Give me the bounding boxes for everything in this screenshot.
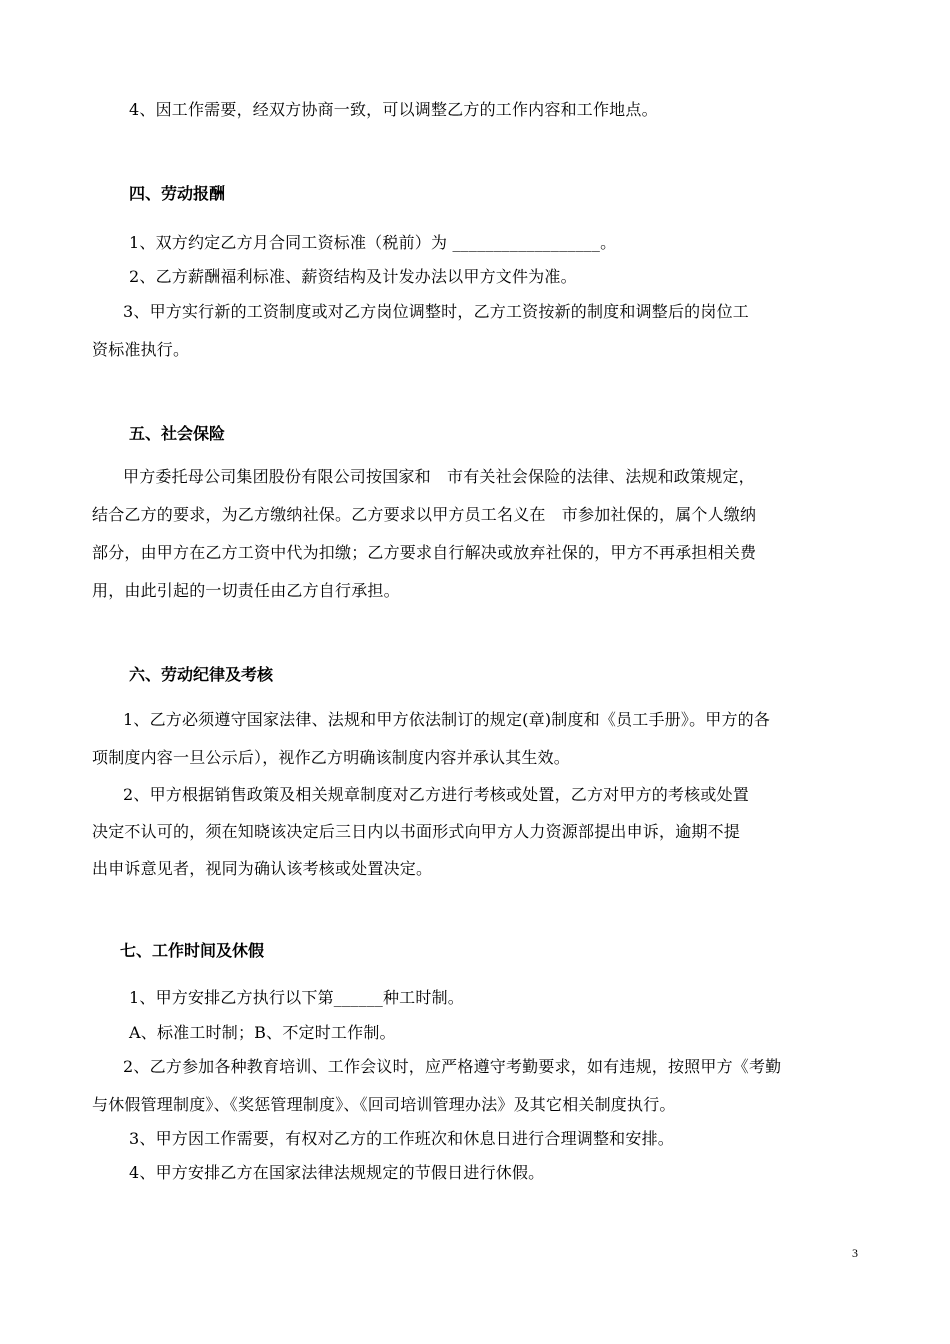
clause-5-para-line-4: 用，由此引起的一切责任由乙方自行承担。: [92, 581, 400, 600]
clause-6-item-2-line-3: 出申诉意见者，视同为确认该考核或处置决定。: [92, 859, 433, 878]
section-6-heading: 六、劳动纪律及考核: [129, 665, 274, 684]
clause-7-item-3: 3、甲方因工作需要，有权对乙方的工作班次和休息日进行合理调整和安排。: [129, 1129, 674, 1148]
clause-5-para-line-2: 结合乙方的要求，为乙方缴纳社保。乙方要求以甲方员工名义在 市参加社保的，属个人缴纳: [92, 505, 757, 524]
clause-4-item-3-line-1: 3、甲方实行新的工资制度或对乙方岗位调整时，乙方工资按新的制度和调整后的岗位工: [123, 302, 749, 321]
section-4-heading: 四、劳动报酬: [129, 184, 226, 203]
clause-7-item-1-options: A、标准工时制；B、不定时工作制。: [129, 1023, 396, 1042]
clause-6-item-2-line-1: 2、甲方根据销售政策及相关规章制度对乙方进行考核或处置，乙方对甲方的考核或处置: [123, 785, 749, 804]
clause-7-item-2-line-2: 与休假管理制度》、《奖惩管理制度》、《回司培训管理办法》及其它相关制度执行。: [92, 1095, 676, 1114]
clause-4-item-1: 1、双方约定乙方月合同工资标准（税前）为 __________________。: [129, 233, 617, 252]
section-5-heading: 五、社会保险: [129, 424, 226, 443]
clause-7-item-4: 4、甲方安排乙方在国家法律法规规定的节假日进行休假。: [129, 1163, 545, 1182]
clause-5-para-line-3: 部分，由甲方在乙方工资中代为扣缴；乙方要求自行解决或放弃社保的，甲方不再承担相关费: [92, 543, 757, 562]
clause-6-item-2-line-2: 决定不认可的，须在知晓该决定后三日内以书面形式向甲方人力资源部提出申诉，逾期不提: [92, 822, 741, 841]
clause-4-item-3-line-2: 资标准执行。: [92, 340, 190, 359]
clause-7-item-1: 1、甲方安排乙方执行以下第______种工时制。: [129, 988, 464, 1007]
clause-3-item-4: 4、因工作需要，经双方协商一致，可以调整乙方的工作内容和工作地点。: [129, 100, 658, 119]
clause-7-item-2-line-1: 2、乙方参加各种教育培训、工作会议时，应严格遵守考勤要求，如有违规，按照甲方《考勤: [123, 1057, 782, 1076]
clause-5-para-line-1: 甲方委托母公司集团股份有限公司按国家和 市有关社会保险的法律、法规和政策规定，: [123, 467, 755, 486]
clause-4-item-2: 2、乙方薪酬福利标准、薪资结构及计发办法以甲方文件为准。: [129, 267, 577, 286]
clause-6-item-1-line-1: 1、乙方必须遵守国家法律、法规和甲方依法制订的规定(章)制度和《员工手册》。甲方的各: [123, 710, 771, 729]
clause-6-item-1-line-2: 项制度内容一旦公示后），视作乙方明确该制度内容并承认其生效。: [92, 748, 571, 767]
section-7-heading: 七、工作时间及休假: [120, 941, 265, 960]
page-number: 3: [852, 1246, 858, 1260]
